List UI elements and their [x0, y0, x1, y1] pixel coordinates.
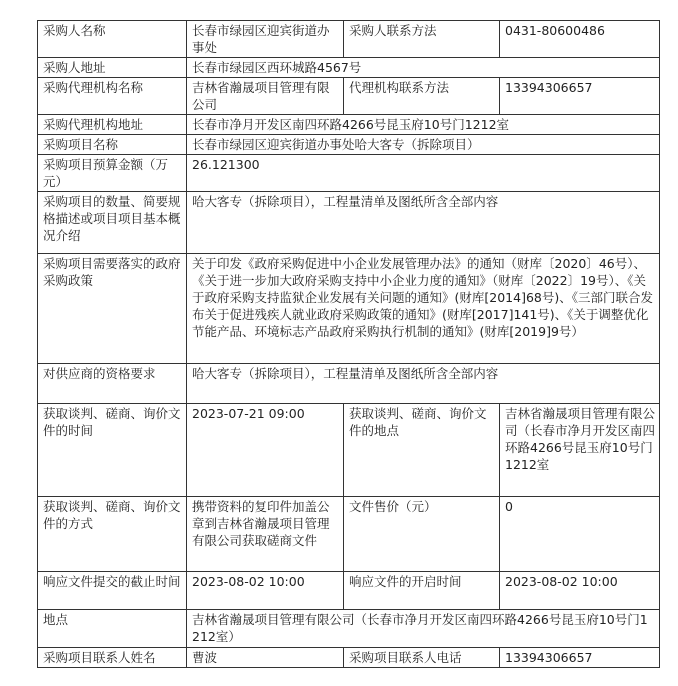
table-row [38, 192, 660, 254]
policy-label: 采购项目需要落实的政府采购政策 [38, 254, 187, 364]
doc-method-label: 获取谈判、磋商、询价文件的方式 [38, 497, 187, 572]
agency-contact-label: 代理机构联系方法 [344, 78, 500, 115]
budget-label: 采购项目预算金额（万元） [38, 155, 187, 192]
doc-price-value: 0 [500, 497, 660, 572]
doc-method-value: 携带资料的复印件加盖公章到吉林省瀚晟项目管理有限公司获取磋商文件 [187, 497, 344, 572]
table-row [38, 78, 660, 115]
location-label: 地点 [38, 610, 187, 648]
agency-address-value: 长春市净月开发区南四环路4266号昆玉府10号门1212室 [187, 115, 660, 135]
qualification-label: 对供应商的资格要求 [38, 364, 187, 404]
doc-time-label: 获取谈判、磋商、询价文件的时间 [38, 404, 187, 497]
table-row [38, 648, 660, 668]
table-row [38, 610, 660, 648]
doc-price-label: 文件售价（元） [344, 497, 500, 572]
overview-label: 采购项目的数量、简要规格描述或项目项目基本概况介绍 [38, 192, 187, 254]
policy-value: 关于印发《政府采购促进中小企业发展管理办法》的通知（财库〔2020〕46号）、《关于进一步加大政府采购支持中小企业力度的通知》（财库〔2022〕19号）、《关于政府采购支持监狱企业发展有关问题的通知》(财库[2014]68号)、《三部门联合发布关于促进残疾人就业政府采购政策的通知》(财库[2017]141号)、《关于调整优化节能产品、环境标志产品政府采购执行机制的通知》(财库[2019]9号） [187, 254, 660, 364]
qualification-value: 哈大客专（拆除项目），工程量清单及图纸所含全部内容 [187, 364, 660, 404]
agency-name-value: 吉林省瀚晟项目管理有限公司 [187, 78, 344, 115]
purchaser-address-value: 长春市绿园区西环城路4567号 [187, 58, 660, 78]
purchaser-contact-value: 0431-80600486 [500, 21, 660, 58]
purchaser-contact-label: 采购人联系方法 [344, 21, 500, 58]
contact-name-value: 曹波 [187, 648, 344, 668]
table-row [38, 155, 660, 192]
purchaser-name-label: 采购人名称 [38, 21, 187, 58]
contact-name-label: 采购项目联系人姓名 [38, 648, 187, 668]
budget-value: 26.121300 [187, 155, 660, 192]
table-row [38, 404, 660, 497]
table-row [38, 364, 660, 404]
table-row [38, 21, 660, 58]
procurement-info-table [37, 20, 660, 668]
purchaser-address-label: 采购人地址 [38, 58, 187, 78]
deadline-value: 2023-08-02 10:00 [187, 572, 344, 610]
overview-value: 哈大客专（拆除项目），工程量清单及图纸所含全部内容 [187, 192, 660, 254]
table-row [38, 115, 660, 135]
doc-location-label: 获取谈判、磋商、询价文件的地点 [344, 404, 500, 497]
table-row [38, 254, 660, 364]
table-row [38, 135, 660, 155]
agency-contact-value: 13394306657 [500, 78, 660, 115]
purchaser-name-value: 长春市绿园区迎宾街道办事处 [187, 21, 344, 58]
location-value: 吉林省瀚晟项目管理有限公司（长春市净月开发区南四环路4266号昆玉府10号门1212室） [187, 610, 660, 648]
agency-name-label: 采购代理机构名称 [38, 78, 187, 115]
table-row [38, 58, 660, 78]
agency-address-label: 采购代理机构地址 [38, 115, 187, 135]
doc-location-value: 吉林省瀚晟项目管理有限公司（长春市净月开发区南四环路4266号昆玉府10号门1212室 [500, 404, 660, 497]
opening-time-value: 2023-08-02 10:00 [500, 572, 660, 610]
opening-time-label: 响应文件的开启时间 [344, 572, 500, 610]
project-name-value: 长春市绿园区迎宾街道办事处哈大客专（拆除项目） [187, 135, 660, 155]
contact-phone-value: 13394306657 [500, 648, 660, 668]
deadline-label: 响应文件提交的截止时间 [38, 572, 187, 610]
doc-time-value: 2023-07-21 09:00 [187, 404, 344, 497]
table-row [38, 572, 660, 610]
table-row [38, 497, 660, 572]
contact-phone-label: 采购项目联系人电话 [344, 648, 500, 668]
project-name-label: 采购项目名称 [38, 135, 187, 155]
